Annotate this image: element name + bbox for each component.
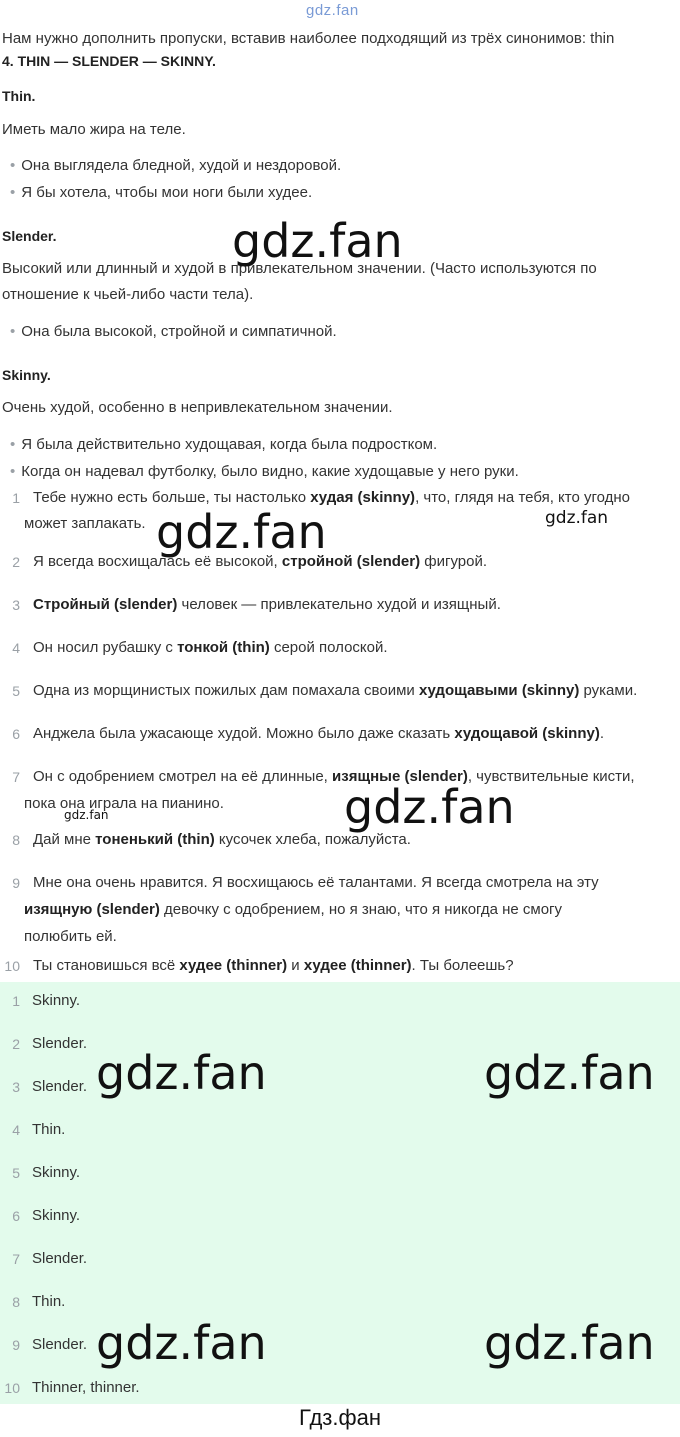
sentence-text: Одна из морщинистых пожилых дам помахала своими bbox=[33, 682, 419, 699]
sentence-line bbox=[33, 639, 388, 656]
example-skinny-2: • Когда он надевал футболку, было видно, какие худощавые у него руки. bbox=[10, 463, 519, 480]
answer-text: Thinner, thinner. bbox=[32, 1379, 140, 1396]
answer-text: Slender. bbox=[32, 1078, 88, 1095]
definition-slender-line2: отношение к чьей-либо части тела). bbox=[2, 286, 254, 303]
highlighted-word: стройной (slender) bbox=[281, 553, 421, 570]
sentence-number: 4 bbox=[12, 640, 20, 656]
sentence-line bbox=[33, 768, 635, 785]
sentence-text: Я всегда восхищалась её высокой, bbox=[33, 553, 282, 570]
sentence-text: . Ты болеешь? bbox=[411, 957, 514, 974]
sentence-text: , что, глядя на тебя, кто угодно bbox=[415, 489, 631, 506]
answer-number: 3 bbox=[12, 1079, 20, 1095]
watermark: gdz.fan bbox=[484, 1046, 655, 1100]
answer-text: Skinny. bbox=[32, 992, 81, 1009]
sentence-number: 7 bbox=[12, 769, 20, 785]
sentence-number: 9 bbox=[12, 875, 20, 891]
sentence-line bbox=[33, 725, 604, 742]
term-thin: Thin. bbox=[2, 88, 36, 104]
watermark: gdz.fan bbox=[545, 508, 609, 528]
sentence-line bbox=[24, 901, 562, 918]
sentence-line bbox=[33, 957, 514, 974]
sentence-text: Дай мне bbox=[33, 831, 96, 848]
sentence-line bbox=[24, 795, 224, 812]
sentence-text: Он с одобрением смотрел на её длинные, bbox=[33, 768, 333, 785]
answer-text: Thin. bbox=[32, 1121, 66, 1138]
example-thin-2: • Я бы хотела, чтобы мои ноги были худее. bbox=[10, 184, 313, 201]
definition-thin: Иметь мало жира на теле. bbox=[2, 121, 186, 138]
highlighted-word: худощавой (skinny) bbox=[454, 725, 600, 742]
sentence-line bbox=[33, 682, 637, 699]
example-text: Когда он надевал футболку, было видно, какие худощавые у него руки. bbox=[21, 463, 519, 480]
answer-text: Skinny. bbox=[32, 1207, 81, 1224]
highlighted-word: худее (thinner) bbox=[179, 957, 288, 974]
highlighted-word: тоненький (thin) bbox=[95, 831, 215, 848]
definition-skinny: Очень худой, особенно в непривлекательном значении. bbox=[2, 399, 393, 416]
footer-site-name: Гдз.фан bbox=[299, 1405, 381, 1430]
sentence-text: кусочек хлеба, пожалуйста. bbox=[214, 831, 411, 848]
sentence-text: серой полоской. bbox=[269, 639, 388, 656]
highlighted-word: изящную (slender) bbox=[24, 901, 160, 918]
sentence-number: 10 bbox=[4, 958, 20, 974]
example-text: Я была действительно худощавая, когда была подростком. bbox=[21, 436, 438, 453]
answer-number: 6 bbox=[12, 1208, 20, 1224]
sentence-number: 5 bbox=[12, 683, 20, 699]
watermark: gdz.fan bbox=[232, 214, 403, 268]
answer-number: 2 bbox=[12, 1036, 20, 1052]
sentence-text: . bbox=[599, 725, 604, 742]
sentence-number: 1 bbox=[12, 490, 20, 506]
sentence-number: 3 bbox=[12, 597, 20, 613]
watermark: gdz.fan bbox=[96, 1046, 267, 1100]
sentence-text: может заплакать. bbox=[24, 515, 146, 532]
answer-text: Skinny. bbox=[32, 1164, 81, 1181]
sentence-number: 6 bbox=[12, 726, 20, 742]
highlighted-word: изящные (slender) bbox=[332, 768, 468, 785]
answer-number: 8 bbox=[12, 1294, 20, 1310]
sentence-text: Анджела была ужасающе худой. Можно было даже сказать bbox=[33, 725, 455, 742]
sentence-text: пока она играла на пианино. bbox=[24, 795, 224, 812]
answer-number: 4 bbox=[12, 1122, 20, 1138]
sentence-line bbox=[33, 874, 599, 891]
sentence-line bbox=[33, 596, 501, 613]
intro-text: Нам нужно дополнить пропуски, вставив наиболее подходящий из трёх синонимов: thin bbox=[2, 30, 615, 47]
sentence-text: фигурой. bbox=[420, 553, 488, 570]
example-text: Она была высокой, стройной и симпатичной. bbox=[21, 323, 337, 340]
highlighted-word: тонкой (thin) bbox=[177, 639, 270, 656]
answer-text: Slender. bbox=[32, 1250, 88, 1267]
sentence-number: 8 bbox=[12, 832, 20, 848]
watermark: gdz.fan bbox=[344, 780, 515, 834]
term-slender: Slender. bbox=[2, 228, 57, 244]
watermark: gdz.fan bbox=[156, 505, 327, 559]
definition-slender-line1: Высокий или длинный и худой в привлекательном значении. (Часто используются по bbox=[2, 260, 597, 277]
example-skinny-1: • Я была действительно худощавая, когда была подростком. bbox=[10, 436, 438, 453]
watermark-top: gdz.fan bbox=[306, 2, 359, 19]
answer-number: 5 bbox=[12, 1165, 20, 1181]
answer-text: Slender. bbox=[32, 1035, 88, 1052]
highlighted-word: худее (thinner) bbox=[303, 957, 412, 974]
sentence-text: Он носил рубашку с bbox=[33, 639, 178, 656]
sentence-text: руками. bbox=[579, 682, 638, 699]
example-slender-1: • Она была высокой, стройной и симпатичной. bbox=[10, 323, 337, 340]
watermark: gdz.fan bbox=[484, 1316, 655, 1370]
answer-number: 1 bbox=[12, 993, 20, 1009]
example-text: Она выглядела бледной, худой и нездоровой. bbox=[21, 157, 342, 174]
sentence-text: и bbox=[287, 957, 304, 974]
answer-number: 7 bbox=[12, 1251, 20, 1267]
answer-text: Slender. bbox=[32, 1336, 88, 1353]
term-skinny: Skinny. bbox=[2, 367, 51, 383]
sentence-text: человек — привлекательно худой и изящный. bbox=[177, 596, 501, 613]
highlighted-word: Стройный (slender) bbox=[33, 596, 178, 613]
watermark: gdz.fan bbox=[96, 1316, 267, 1370]
watermark: gdz.fan bbox=[64, 808, 109, 822]
sentence-text: полюбить ей. bbox=[24, 928, 117, 945]
answer-number: 9 bbox=[12, 1337, 20, 1353]
example-text: Я бы хотела, чтобы мои ноги были худее. bbox=[21, 184, 313, 201]
answer-number: 10 bbox=[4, 1380, 20, 1396]
sentence-text: , чувствительные кисти, bbox=[467, 768, 635, 785]
highlighted-word: худая (skinny) bbox=[310, 489, 416, 506]
sentence-line bbox=[33, 489, 630, 506]
sentence-text: девочку с одобрением, но я знаю, что я никогда не смогу bbox=[159, 901, 563, 918]
sentence-line bbox=[24, 515, 146, 532]
sentence-text: Ты становишься всё bbox=[33, 957, 180, 974]
sentence-number: 2 bbox=[12, 554, 20, 570]
sentence-text: Тебе нужно есть больше, ты настолько bbox=[33, 489, 311, 506]
answer-text: Thin. bbox=[32, 1293, 66, 1310]
example-thin-1: • Она выглядела бледной, худой и нездоровой. bbox=[10, 157, 342, 174]
sentence-line bbox=[24, 928, 117, 945]
highlighted-word: худощавыми (skinny) bbox=[418, 682, 580, 699]
section-heading: 4. THIN — SLENDER — SKINNY. bbox=[2, 53, 216, 69]
sentence-text: Мне она очень нравится. Я восхищаюсь её талантами. Я всегда смотрела на эту bbox=[33, 874, 599, 891]
